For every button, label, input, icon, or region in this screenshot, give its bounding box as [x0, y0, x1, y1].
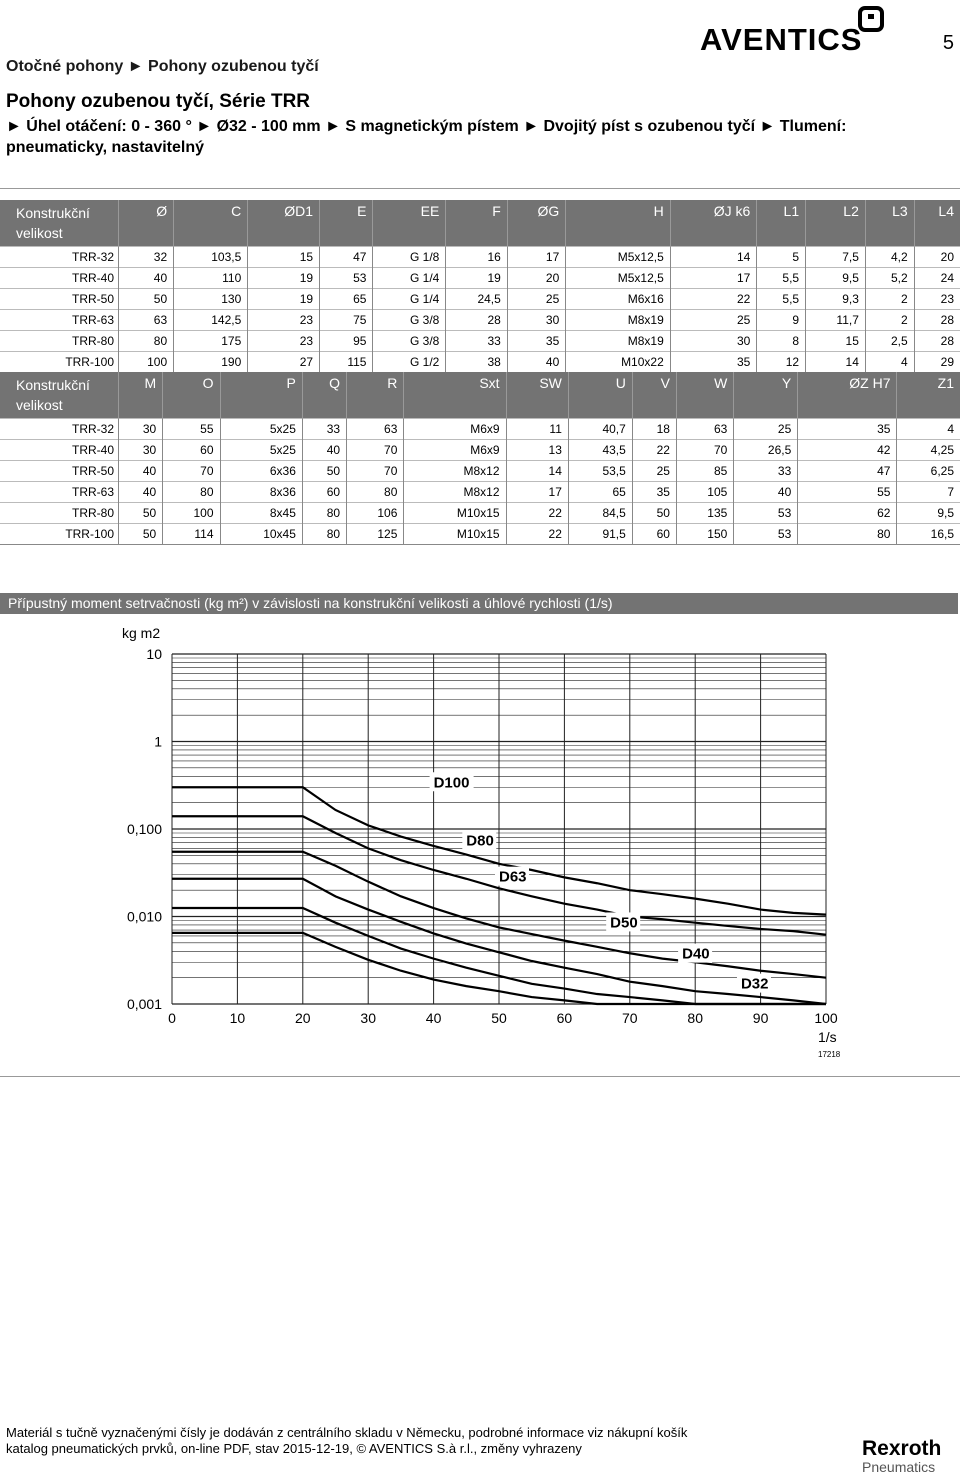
table-cell: 43,5 — [568, 440, 632, 461]
column-header: R — [347, 372, 404, 419]
table-cell: 63 — [119, 310, 174, 331]
table-cell: TRR-32 — [0, 419, 119, 440]
table-cell: 25 — [670, 310, 757, 331]
table-header-row — [0, 200, 960, 247]
column-header: M — [119, 372, 163, 419]
table-cell: 50 — [119, 289, 174, 310]
column-header: U — [568, 372, 632, 419]
table-cell: 105 — [676, 482, 733, 503]
table-cell: 40 — [119, 461, 163, 482]
table-cell: 35 — [632, 482, 676, 503]
table-row — [0, 503, 960, 524]
table-cell: 70 — [347, 461, 404, 482]
table-cell: 63 — [347, 419, 404, 440]
table-cell: 40 — [119, 268, 174, 289]
column-header: C — [174, 200, 248, 247]
column-header: Ø — [119, 200, 174, 247]
table-cell: 9 — [757, 310, 806, 331]
column-header: V — [632, 372, 676, 419]
x-tick-label: 70 — [622, 1010, 638, 1026]
column-header: ØZ H7 — [798, 372, 897, 419]
table-cell: 25 — [507, 289, 565, 310]
table-cell: 2 — [865, 310, 914, 331]
table-cell: 84,5 — [568, 503, 632, 524]
series-label-d63: D63 — [499, 868, 527, 886]
y-axis-label: kg m2 — [122, 625, 161, 641]
series-label-d80: D80 — [466, 832, 494, 850]
table-cell: TRR-50 — [0, 461, 119, 482]
column-header: P — [220, 372, 302, 419]
table-cell: 50 — [119, 524, 163, 545]
column-header: Sxt — [404, 372, 506, 419]
table-cell: 17 — [670, 268, 757, 289]
dimension-table-1 — [0, 200, 960, 373]
table-cell: 30 — [119, 419, 163, 440]
table-cell: 24,5 — [446, 289, 507, 310]
table-cell: 100 — [163, 503, 220, 524]
table-cell: 30 — [119, 440, 163, 461]
table-cell: 33 — [734, 461, 798, 482]
table-row — [0, 289, 960, 310]
table-cell: 5,5 — [757, 268, 806, 289]
x-tick-label: 90 — [752, 1010, 769, 1026]
table-cell: M10x15 — [404, 524, 506, 545]
table-cell: 40 — [734, 482, 798, 503]
divider — [0, 1076, 960, 1077]
table-cell: G 1/2 — [373, 352, 446, 373]
table-cell: 50 — [632, 503, 676, 524]
table-cell: 2,5 — [865, 331, 914, 352]
table-cell: 35 — [798, 419, 897, 440]
chart-section-title: Přípustný moment setrvačnosti (kg m²) v závislosti na konstrukční velikosti a úhlové rychlosti (1/s) — [0, 593, 958, 614]
table-cell: 7 — [897, 482, 960, 503]
table-cell: 32 — [119, 247, 174, 268]
table-cell: TRR-50 — [0, 289, 119, 310]
table-cell: 91,5 — [568, 524, 632, 545]
table-cell: 6x36 — [220, 461, 302, 482]
table-row — [0, 524, 960, 545]
table-cell: 19 — [446, 268, 507, 289]
table-cell: 9,5 — [897, 503, 960, 524]
table-cell: TRR-80 — [0, 331, 119, 352]
table-row — [0, 247, 960, 268]
table-cell: G 1/8 — [373, 247, 446, 268]
table-cell: 70 — [163, 461, 220, 482]
table-cell: 5x25 — [220, 419, 302, 440]
table-cell: 47 — [320, 247, 373, 268]
table-cell: 142,5 — [174, 310, 248, 331]
table-cell: 14 — [806, 352, 866, 373]
table-cell: 40,7 — [568, 419, 632, 440]
table-cell: 60 — [632, 524, 676, 545]
table-cell: G 3/8 — [373, 310, 446, 331]
column-header: Q — [302, 372, 346, 419]
table-cell: 23 — [248, 310, 320, 331]
y-tick-label: 10 — [146, 646, 162, 662]
table-cell: 65 — [320, 289, 373, 310]
table-cell: 22 — [632, 440, 676, 461]
x-tick-label: 0 — [168, 1010, 176, 1026]
inertia-chart — [0, 614, 960, 1059]
x-tick-label: 100 — [814, 1010, 838, 1026]
table-cell: 60 — [302, 482, 346, 503]
table-cell: 80 — [119, 331, 174, 352]
table-cell: 28 — [914, 331, 960, 352]
table-cell: 70 — [676, 440, 733, 461]
table-cell: 40 — [302, 440, 346, 461]
series-label-d40: D40 — [682, 945, 710, 963]
table-cell: 23 — [914, 289, 960, 310]
table-cell: 2 — [865, 289, 914, 310]
table-cell: M6x9 — [404, 440, 506, 461]
table-cell: 53 — [320, 268, 373, 289]
table-cell: 11 — [506, 419, 568, 440]
table-cell: 20 — [914, 247, 960, 268]
table-cell: 5,2 — [865, 268, 914, 289]
logo-mark-icon — [860, 8, 882, 30]
table-cell: 190 — [174, 352, 248, 373]
y-tick-label: 1 — [154, 733, 162, 750]
column-header-size: Konstrukční velikost — [0, 372, 119, 419]
divider — [0, 188, 960, 189]
table-cell: 53 — [734, 503, 798, 524]
table-cell: 28 — [446, 310, 507, 331]
x-tick-label: 20 — [295, 1010, 311, 1026]
table-cell: 7,5 — [806, 247, 866, 268]
table-cell: 22 — [506, 503, 568, 524]
table-cell: 19 — [248, 289, 320, 310]
table-cell: TRR-100 — [0, 352, 119, 373]
table-cell: 42 — [798, 440, 897, 461]
table-cell: 40 — [507, 352, 565, 373]
table-cell: G 1/4 — [373, 268, 446, 289]
column-header: Z1 — [897, 372, 960, 419]
table-row — [0, 310, 960, 331]
table-cell: 12 — [757, 352, 806, 373]
table-cell: 9,3 — [806, 289, 866, 310]
table-cell: 17 — [507, 247, 565, 268]
pneumatics-label: Pneumatics — [862, 1459, 936, 1475]
column-header: ØD1 — [248, 200, 320, 247]
table-cell: 95 — [320, 331, 373, 352]
column-header: H — [566, 200, 671, 247]
table-cell: 10x45 — [220, 524, 302, 545]
table-cell: 4 — [865, 352, 914, 373]
table-cell: 53 — [734, 524, 798, 545]
table-cell: 24 — [914, 268, 960, 289]
table-cell: 19 — [248, 268, 320, 289]
table-cell: M8x12 — [404, 482, 506, 503]
table-cell: 15 — [806, 331, 866, 352]
table-row — [0, 352, 960, 373]
table-cell: 40 — [119, 482, 163, 503]
x-tick-label: 50 — [491, 1010, 507, 1026]
table-cell: M6x16 — [566, 289, 671, 310]
table-cell: 30 — [670, 331, 757, 352]
table-cell: 15 — [248, 247, 320, 268]
table-cell: 30 — [507, 310, 565, 331]
table-row — [0, 331, 960, 352]
table-cell: 8x36 — [220, 482, 302, 503]
table-cell: 80 — [347, 482, 404, 503]
table-cell: 16,5 — [897, 524, 960, 545]
page-title: Pohony ozubenou tyčí, Série TRR — [6, 91, 311, 112]
table-cell: TRR-40 — [0, 268, 119, 289]
table-cell: 150 — [676, 524, 733, 545]
page-subtitle: ► Úhel otáčení: 0 - 360 ° ► Ø32 - 100 mm ► S magnetickým pístem ► Dvojitý píst s ozubenou tyčí ► Tlumení: pneumaticky, nastavitelný — [6, 118, 847, 156]
table-cell: 62 — [798, 503, 897, 524]
rexroth-logo: Rexroth — [862, 1437, 942, 1460]
table-cell: 11,7 — [806, 310, 866, 331]
table-cell: 35 — [670, 352, 757, 373]
table-cell: 55 — [798, 482, 897, 503]
page-number: 5 — [942, 32, 954, 54]
table-cell: M8x19 — [566, 310, 671, 331]
column-header: L2 — [806, 200, 866, 247]
table-cell: 23 — [248, 331, 320, 352]
table-cell: 47 — [798, 461, 897, 482]
series-label-d32: D32 — [740, 975, 769, 993]
column-header: O — [163, 372, 220, 419]
table-header-row — [0, 372, 960, 419]
table-cell: M10x22 — [566, 352, 671, 373]
table-cell: M5x12,5 — [566, 268, 671, 289]
table-cell: 25 — [734, 419, 798, 440]
table-cell: 14 — [670, 247, 757, 268]
table-cell: 5 — [757, 247, 806, 268]
table-row — [0, 461, 960, 482]
footer-line-2: katalog pneumatických prvků, on-line PDF, stav 2015-12-19, © AVENTICS S.à r.l., změny vyhrazeny — [6, 1441, 582, 1456]
table-cell: 9,5 — [806, 268, 866, 289]
x-tick-label: 60 — [556, 1010, 573, 1026]
table-cell: 6,25 — [897, 461, 960, 482]
y-tick-label: 0,100 — [126, 821, 162, 837]
figure-id: 17218 — [818, 1050, 841, 1059]
table-cell: 4 — [897, 419, 960, 440]
table-cell: M5x12,5 — [566, 247, 671, 268]
table-cell: 135 — [676, 503, 733, 524]
table-row — [0, 419, 960, 440]
table-cell: 16 — [446, 247, 507, 268]
table-cell: 26,5 — [734, 440, 798, 461]
table-cell: M8x19 — [566, 331, 671, 352]
table-cell: 125 — [347, 524, 404, 545]
table-cell: 100 — [119, 352, 174, 373]
breadcrumb: Otočné pohony ► Pohony ozubenou tyčí — [6, 58, 319, 75]
table-cell: 33 — [446, 331, 507, 352]
table-cell: M8x12 — [404, 461, 506, 482]
table-cell: TRR-63 — [0, 482, 119, 503]
y-tick-label: 0,010 — [126, 908, 162, 925]
column-header: F — [446, 200, 507, 247]
table-cell: 80 — [302, 503, 346, 524]
column-header: W — [676, 372, 733, 419]
table-cell: TRR-32 — [0, 247, 119, 268]
dimension-table-2 — [0, 372, 960, 545]
table-cell: TRR-80 — [0, 503, 119, 524]
table-cell: 63 — [676, 419, 733, 440]
x-axis-label: 1/s — [818, 1029, 837, 1045]
table-cell: TRR-63 — [0, 310, 119, 331]
table-cell: 29 — [914, 352, 960, 373]
column-header: E — [320, 200, 373, 247]
table-cell: 8x45 — [220, 503, 302, 524]
column-header: EE — [373, 200, 446, 247]
table-cell: 53,5 — [568, 461, 632, 482]
table-cell: 38 — [446, 352, 507, 373]
table-cell: G 1/4 — [373, 289, 446, 310]
column-header: ØG — [507, 200, 565, 247]
table-cell: 5x25 — [220, 440, 302, 461]
table-cell: 50 — [302, 461, 346, 482]
x-tick-label: 80 — [687, 1010, 703, 1026]
table-cell: 27 — [248, 352, 320, 373]
series-label-d100: D100 — [433, 774, 470, 792]
table-cell: 110 — [174, 268, 248, 289]
table-row — [0, 268, 960, 289]
table-cell: 13 — [506, 440, 568, 461]
table-cell: 80 — [163, 482, 220, 503]
table-cell: TRR-100 — [0, 524, 119, 545]
y-tick-label: 0,001 — [126, 996, 162, 1012]
table-cell: 85 — [676, 461, 733, 482]
table-cell: 35 — [507, 331, 565, 352]
table-cell: 17 — [506, 482, 568, 503]
table-cell: 4,25 — [897, 440, 960, 461]
table-cell: 20 — [507, 268, 565, 289]
table-cell: M6x9 — [404, 419, 506, 440]
table-cell: 60 — [163, 440, 220, 461]
table-cell: 28 — [914, 310, 960, 331]
table-cell: 33 — [302, 419, 346, 440]
aventics-logo — [700, 4, 890, 59]
column-header: Y — [734, 372, 798, 419]
column-header: L3 — [865, 200, 914, 247]
column-header-size: Konstrukční velikost — [0, 200, 119, 247]
table-cell: 22 — [506, 524, 568, 545]
footer-line-1: Materiál s tučně vyznačenými čísly je dodáván z centrálního skladu v Německu, podrobné informace viz nákupní košík — [6, 1425, 688, 1440]
table-cell: 5,5 — [757, 289, 806, 310]
footer-note — [6, 1425, 687, 1457]
table-cell: 18 — [632, 419, 676, 440]
table-cell: 130 — [174, 289, 248, 310]
table-cell: 50 — [119, 503, 163, 524]
table-cell: 103,5 — [174, 247, 248, 268]
x-tick-label: 10 — [229, 1010, 246, 1026]
table-cell: 22 — [670, 289, 757, 310]
column-header: L4 — [914, 200, 960, 247]
table-cell: 55 — [163, 419, 220, 440]
table-cell: 75 — [320, 310, 373, 331]
table-cell: M10x15 — [404, 503, 506, 524]
table-cell: G 3/8 — [373, 331, 446, 352]
table-cell: 70 — [347, 440, 404, 461]
table-cell: 114 — [163, 524, 220, 545]
column-header: SW — [506, 372, 568, 419]
x-tick-label: 40 — [425, 1010, 442, 1026]
x-tick-label: 30 — [360, 1010, 376, 1026]
table-cell: 4,2 — [865, 247, 914, 268]
table-cell: 80 — [302, 524, 346, 545]
table-row — [0, 482, 960, 503]
table-cell: 14 — [506, 461, 568, 482]
table-cell: TRR-40 — [0, 440, 119, 461]
table-cell: 115 — [320, 352, 373, 373]
series-label-d50: D50 — [610, 914, 638, 932]
table-cell: 106 — [347, 503, 404, 524]
brand-text: AVENTICS — [700, 22, 863, 57]
table-cell: 80 — [798, 524, 897, 545]
table-row — [0, 440, 960, 461]
table-cell: 65 — [568, 482, 632, 503]
table-cell: 25 — [632, 461, 676, 482]
table-cell: 8 — [757, 331, 806, 352]
column-header: L1 — [757, 200, 806, 247]
column-header: ØJ k6 — [670, 200, 757, 247]
table-cell: 175 — [174, 331, 248, 352]
